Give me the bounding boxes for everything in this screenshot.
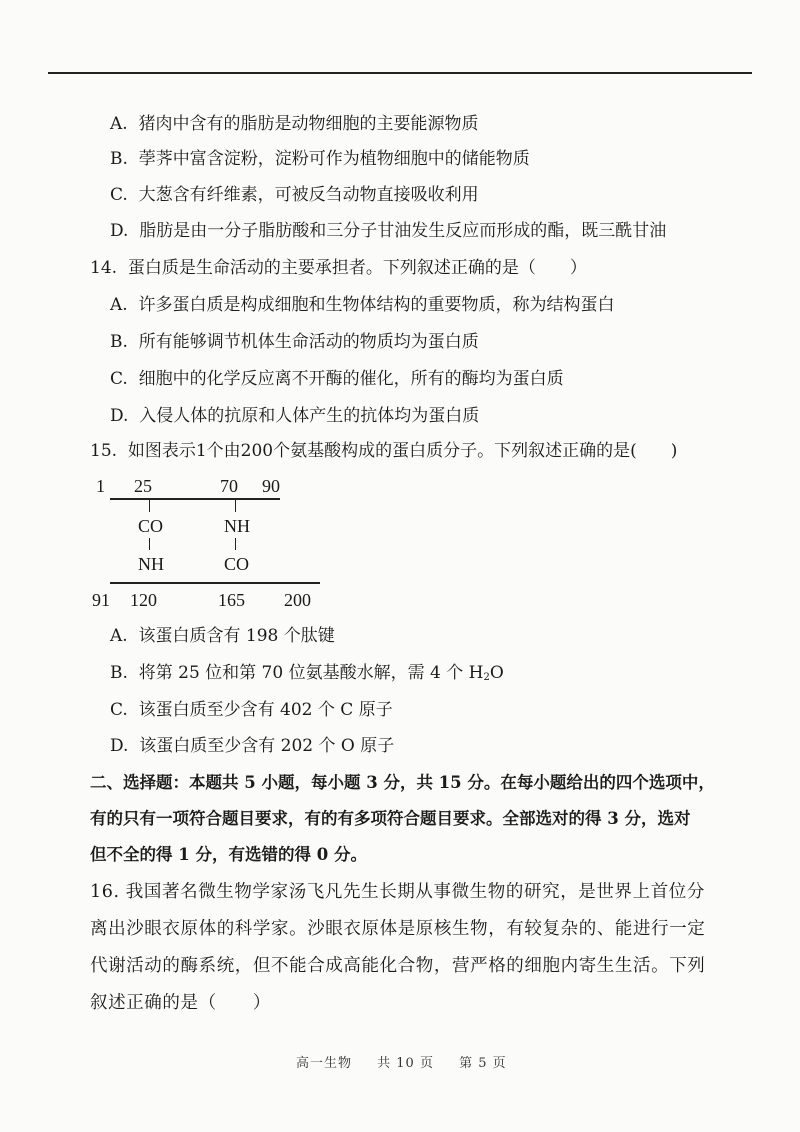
header-rule [48,72,752,74]
q16-line-3: 代谢活动的酶系统，但不能合成高能化合物，营严格的细胞内寄生生活。下列 [90,956,706,976]
upper-left-tick [149,500,150,512]
q14-stem: 14. 蛋白质是生命活动的主要承担者。下列叙述正确的是（ ） [90,258,587,278]
section2-line-1: 二、选择题：本题共 5 小题，每小题 3 分，共 15 分。在每小题给出的四个选项中， [90,773,715,792]
page-footer [296,1052,527,1071]
footer-subject: 高一生物 [296,1056,353,1071]
upper-chain-line [110,498,280,500]
upper-right-tick [235,500,236,512]
residue-label-91: 91 [92,590,110,610]
q14-option-c[interactable]: C. 细胞中的化学反应离不开酶的催化，所有的酶均为蛋白质 [110,369,564,389]
q16-line-4: 叙述正确的是（ ） [90,993,271,1013]
residue-label-70: 70 [220,476,238,496]
q15-option-d[interactable]: D. 该蛋白质至少含有 202 个 O 原子 [110,736,395,756]
left-bond-nh: NH [138,554,164,574]
q15-option-a[interactable]: A. 该蛋白质含有 198 个肽键 [110,626,335,646]
q15-option-c[interactable]: C. 该蛋白质至少含有 402 个 C 原子 [110,700,393,720]
section2-line-2: 有的只有一项符合题目要求，有的有多项符合题目要求。全部选对的得 3 分，选对 [90,809,691,828]
residue-label-25: 25 [134,476,152,496]
residue-label-120: 120 [130,590,157,610]
q16-line-2: 离出沙眼衣原体的科学家。沙眼衣原体是原核生物，有较复杂的、能进行一定 [90,919,706,939]
residue-label-1: 1 [96,476,105,496]
right-bond-co: CO [224,554,250,574]
residue-label-200: 200 [284,590,311,610]
q14-option-d[interactable]: D. 入侵人体的抗原和人体产生的抗体均为蛋白质 [110,406,480,426]
q13-option-b[interactable]: B. 荸荠中富含淀粉，淀粉可作为植物细胞中的储能物质 [110,149,530,169]
right-bond-tick [235,538,236,550]
q15-option-b[interactable]: B. 将第 25 位和第 70 位氨基酸水解，需 4 个 $H_2O$ [110,663,504,683]
q14-option-a[interactable]: A. 许多蛋白质是构成细胞和生物体结构的重要物质，称为结构蛋白 [110,295,615,315]
footer-page-number: 第 5 页 [459,1056,507,1071]
left-bond-co: CO [138,516,164,536]
q13-option-d[interactable]: D. 脂肪是由一分子脂肪酸和三分子甘油发生反应而形成的酯，既三酰甘油 [110,221,667,241]
q13-option-a[interactable]: A. 猪肉中含有的脂肪是动物细胞的主要能源物质 [110,114,479,134]
q15-stem: 15. 如图表示1个由200个氨基酸构成的蛋白质分子。下列叙述正确的是( ) [90,441,678,461]
residue-label-90: 90 [262,476,280,496]
q13-option-c[interactable]: C. 大葱含有纤维素，可被反刍动物直接吸收利用 [110,185,479,205]
residue-label-165: 165 [218,590,245,610]
section2-line-3: 但不全的得 1 分，有选错的得 0 分。 [90,845,367,864]
lower-chain-line [110,582,320,584]
footer-total-pages: 共 10 页 [377,1056,434,1071]
q14-option-b[interactable]: B. 所有能够调节机体生命活动的物质均为蛋白质 [110,332,479,352]
left-bond-tick [149,538,150,550]
right-bond-nh: NH [224,516,250,536]
protein-structure-diagram [92,476,332,616]
q16-line-1: 16. 我国著名微生物学家汤飞凡先生长期从事微生物的研究，是世界上首位分 [90,882,705,902]
